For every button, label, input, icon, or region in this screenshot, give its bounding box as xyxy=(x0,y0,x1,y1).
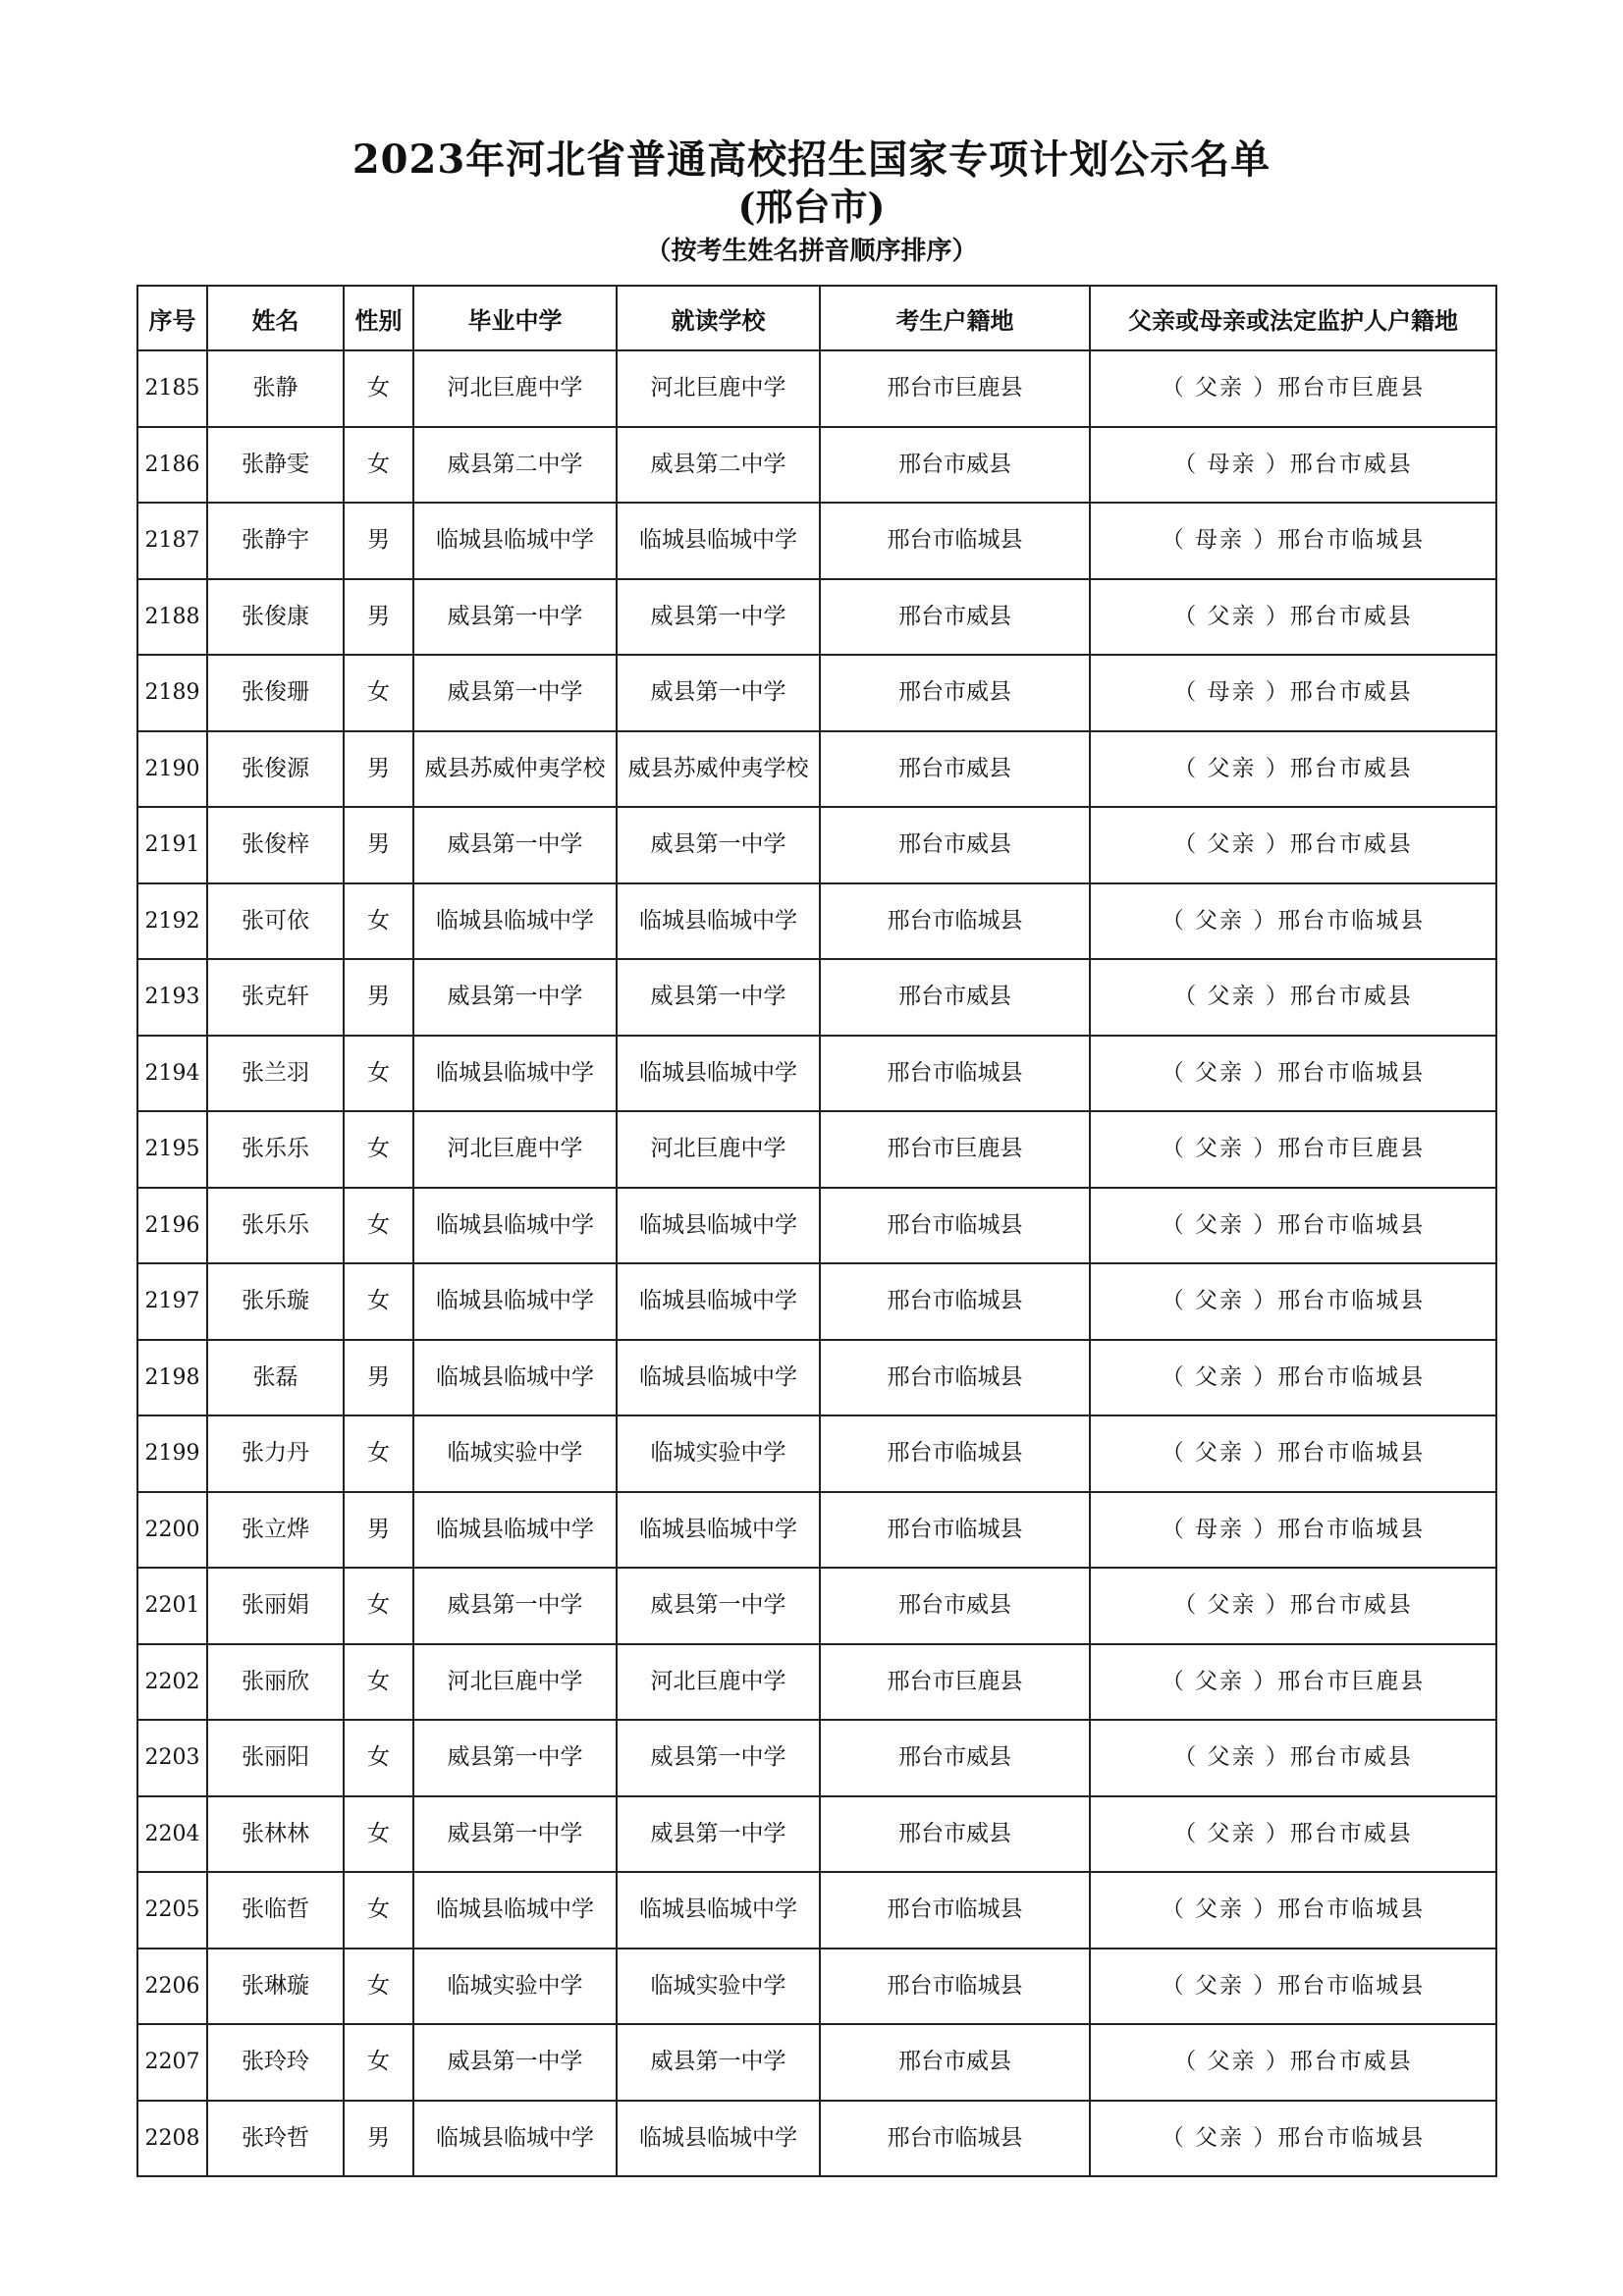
cell-name: 张丽阳 xyxy=(207,1720,344,1796)
cell-guardian-residence: （ 父亲 ）邢台市临城县 xyxy=(1090,1949,1496,2025)
cell-index: 2198 xyxy=(137,1340,207,1416)
cell-guardian-residence: （ 父亲 ）邢台市威县 xyxy=(1090,579,1496,656)
cell-current-school: 临城县临城中学 xyxy=(617,2101,820,2177)
cell-index: 2207 xyxy=(137,2024,207,2101)
cell-current-school: 河北巨鹿中学 xyxy=(617,1644,820,1721)
cell-gender: 女 xyxy=(344,1949,413,2025)
cell-name: 张磊 xyxy=(207,1340,344,1416)
cell-current-school: 临城县临城中学 xyxy=(617,503,820,579)
cell-name: 张兰羽 xyxy=(207,1036,344,1112)
cell-name: 张丽娟 xyxy=(207,1568,344,1644)
cell-guardian-residence: （ 母亲 ）邢台市临城县 xyxy=(1090,503,1496,579)
cell-candidate-residence: 邢台市临城县 xyxy=(820,1872,1090,1949)
cell-candidate-residence: 邢台市巨鹿县 xyxy=(820,1644,1090,1721)
cell-candidate-residence: 邢台市临城县 xyxy=(820,1340,1090,1416)
cell-gender: 男 xyxy=(344,731,413,808)
document-subtitle: (邢台市) xyxy=(737,185,886,229)
cell-guardian-residence: （ 母亲 ）邢台市威县 xyxy=(1090,655,1496,731)
cell-current-school: 威县第二中学 xyxy=(617,427,820,504)
cell-current-school: 临城实验中学 xyxy=(617,1949,820,2025)
cell-graduated-school: 临城实验中学 xyxy=(413,1949,617,2025)
cell-guardian-residence: （ 母亲 ）邢台市威县 xyxy=(1090,427,1496,504)
cell-name: 张林林 xyxy=(207,1796,344,1873)
cell-name: 张俊康 xyxy=(207,579,344,656)
cell-current-school: 临城县临城中学 xyxy=(617,883,820,960)
cell-gender: 男 xyxy=(344,1492,413,1569)
table-row xyxy=(137,1036,1496,1112)
cell-candidate-residence: 邢台市临城县 xyxy=(820,1949,1090,2025)
table-row xyxy=(137,2101,1496,2177)
cell-candidate-residence: 邢台市临城县 xyxy=(820,1188,1090,1264)
table-row xyxy=(137,655,1496,731)
cell-guardian-residence: （ 父亲 ）邢台市威县 xyxy=(1090,1796,1496,1873)
cell-current-school: 临城县临城中学 xyxy=(617,1188,820,1264)
cell-gender: 女 xyxy=(344,1188,413,1264)
cell-candidate-residence: 邢台市威县 xyxy=(820,731,1090,808)
cell-candidate-residence: 邢台市临城县 xyxy=(820,1263,1090,1340)
cell-current-school: 临城县临城中学 xyxy=(617,1036,820,1112)
cell-graduated-school: 威县第一中学 xyxy=(413,579,617,656)
table-row xyxy=(137,1415,1496,1492)
header-graduated-school: 毕业中学 xyxy=(413,286,617,350)
cell-candidate-residence: 邢台市威县 xyxy=(820,807,1090,883)
document-title: 2023年河北省普通高校招生国家专项计划公示名单 xyxy=(352,136,1271,183)
cell-gender: 男 xyxy=(344,2101,413,2177)
cell-candidate-residence: 邢台市威县 xyxy=(820,427,1090,504)
cell-index: 2192 xyxy=(137,883,207,960)
table-row xyxy=(137,427,1496,504)
cell-current-school: 威县第一中学 xyxy=(617,655,820,731)
cell-graduated-school: 临城县临城中学 xyxy=(413,1188,617,1264)
cell-current-school: 临城实验中学 xyxy=(617,1415,820,1492)
cell-name: 张静 xyxy=(207,350,344,427)
cell-index: 2196 xyxy=(137,1188,207,1264)
table-row xyxy=(137,1796,1496,1873)
table-row xyxy=(137,1340,1496,1416)
cell-candidate-residence: 邢台市威县 xyxy=(820,655,1090,731)
cell-graduated-school: 临城县临城中学 xyxy=(413,883,617,960)
cell-gender: 女 xyxy=(344,2024,413,2101)
cell-graduated-school: 威县第一中学 xyxy=(413,1796,617,1873)
cell-graduated-school: 临城县临城中学 xyxy=(413,1340,617,1416)
cell-name: 张立烨 xyxy=(207,1492,344,1569)
cell-graduated-school: 河北巨鹿中学 xyxy=(413,1644,617,1721)
cell-current-school: 临城县临城中学 xyxy=(617,1263,820,1340)
header-row xyxy=(137,286,1496,350)
table-row xyxy=(137,350,1496,427)
header-guardian-residence: 父亲或母亲或法定监护人户籍地 xyxy=(1090,286,1496,350)
cell-name: 张临哲 xyxy=(207,1872,344,1949)
cell-guardian-residence: （ 父亲 ）邢台市巨鹿县 xyxy=(1090,1111,1496,1188)
cell-graduated-school: 威县第二中学 xyxy=(413,427,617,504)
cell-index: 2195 xyxy=(137,1111,207,1188)
cell-current-school: 河北巨鹿中学 xyxy=(617,1111,820,1188)
cell-index: 2206 xyxy=(137,1949,207,2025)
table-body xyxy=(137,350,1496,2176)
cell-candidate-residence: 邢台市巨鹿县 xyxy=(820,1111,1090,1188)
cell-graduated-school: 临城县临城中学 xyxy=(413,1036,617,1112)
cell-candidate-residence: 邢台市威县 xyxy=(820,1568,1090,1644)
cell-guardian-residence: （ 父亲 ）邢台市临城县 xyxy=(1090,1263,1496,1340)
cell-name: 张俊源 xyxy=(207,731,344,808)
cell-index: 2199 xyxy=(137,1415,207,1492)
cell-candidate-residence: 邢台市临城县 xyxy=(820,1415,1090,1492)
cell-gender: 女 xyxy=(344,1568,413,1644)
cell-current-school: 威县苏威仲夷学校 xyxy=(617,731,820,808)
cell-candidate-residence: 邢台市威县 xyxy=(820,1796,1090,1873)
cell-candidate-residence: 邢台市临城县 xyxy=(820,2101,1090,2177)
cell-index: 2185 xyxy=(137,350,207,427)
cell-gender: 女 xyxy=(344,1036,413,1112)
cell-guardian-residence: （ 父亲 ）邢台市临城县 xyxy=(1090,1188,1496,1264)
table-row xyxy=(137,1188,1496,1264)
cell-graduated-school: 临城县临城中学 xyxy=(413,503,617,579)
header-current-school: 就读学校 xyxy=(617,286,820,350)
table-row xyxy=(137,2024,1496,2101)
cell-guardian-residence: （ 父亲 ）邢台市临城县 xyxy=(1090,2101,1496,2177)
table-row xyxy=(137,579,1496,656)
cell-candidate-residence: 邢台市威县 xyxy=(820,959,1090,1036)
cell-gender: 男 xyxy=(344,1340,413,1416)
cell-gender: 男 xyxy=(344,579,413,656)
cell-gender: 女 xyxy=(344,655,413,731)
cell-guardian-residence: （ 父亲 ）邢台市临城县 xyxy=(1090,883,1496,960)
cell-graduated-school: 威县第一中学 xyxy=(413,2024,617,2101)
cell-current-school: 临城县临城中学 xyxy=(617,1872,820,1949)
cell-graduated-school: 临城县临城中学 xyxy=(413,1492,617,1569)
table-row xyxy=(137,1263,1496,1340)
cell-guardian-residence: （ 父亲 ）邢台市临城县 xyxy=(1090,1036,1496,1112)
cell-name: 张俊珊 xyxy=(207,655,344,731)
cell-guardian-residence: （ 父亲 ）邢台市威县 xyxy=(1090,731,1496,808)
cell-index: 2187 xyxy=(137,503,207,579)
cell-graduated-school: 临城县临城中学 xyxy=(413,1263,617,1340)
cell-name: 张玲哲 xyxy=(207,2101,344,2177)
cell-name: 张玲玲 xyxy=(207,2024,344,2101)
cell-current-school: 威县第一中学 xyxy=(617,1568,820,1644)
cell-guardian-residence: （ 父亲 ）邢台市威县 xyxy=(1090,959,1496,1036)
cell-candidate-residence: 邢台市巨鹿县 xyxy=(820,350,1090,427)
cell-index: 2193 xyxy=(137,959,207,1036)
cell-gender: 女 xyxy=(344,1872,413,1949)
table-row xyxy=(137,807,1496,883)
candidate-table xyxy=(136,285,1497,2177)
cell-candidate-residence: 邢台市临城县 xyxy=(820,1492,1090,1569)
cell-graduated-school: 河北巨鹿中学 xyxy=(413,350,617,427)
cell-current-school: 河北巨鹿中学 xyxy=(617,350,820,427)
cell-guardian-residence: （ 父亲 ）邢台市巨鹿县 xyxy=(1090,1644,1496,1721)
cell-index: 2204 xyxy=(137,1796,207,1873)
cell-candidate-residence: 邢台市威县 xyxy=(820,579,1090,656)
table-row xyxy=(137,1872,1496,1949)
cell-index: 2200 xyxy=(137,1492,207,1569)
cell-index: 2205 xyxy=(137,1872,207,1949)
cell-current-school: 临城县临城中学 xyxy=(617,1340,820,1416)
cell-name: 张乐璇 xyxy=(207,1263,344,1340)
cell-index: 2190 xyxy=(137,731,207,808)
table-row xyxy=(137,1720,1496,1796)
cell-name: 张克轩 xyxy=(207,959,344,1036)
cell-guardian-residence: （ 父亲 ）邢台市威县 xyxy=(1090,2024,1496,2101)
cell-gender: 男 xyxy=(344,807,413,883)
cell-name: 张俊梓 xyxy=(207,807,344,883)
cell-index: 2197 xyxy=(137,1263,207,1340)
cell-name: 张力丹 xyxy=(207,1415,344,1492)
cell-gender: 女 xyxy=(344,1796,413,1873)
cell-graduated-school: 威县第一中学 xyxy=(413,1720,617,1796)
cell-graduated-school: 威县第一中学 xyxy=(413,655,617,731)
cell-gender: 女 xyxy=(344,1111,413,1188)
cell-gender: 女 xyxy=(344,1415,413,1492)
cell-graduated-school: 河北巨鹿中学 xyxy=(413,1111,617,1188)
cell-guardian-residence: （ 父亲 ）邢台市威县 xyxy=(1090,807,1496,883)
cell-guardian-residence: （ 母亲 ）邢台市临城县 xyxy=(1090,1492,1496,1569)
cell-name: 张乐乐 xyxy=(207,1188,344,1264)
cell-graduated-school: 临城实验中学 xyxy=(413,1415,617,1492)
cell-current-school: 威县第一中学 xyxy=(617,1720,820,1796)
cell-gender: 男 xyxy=(344,503,413,579)
cell-candidate-residence: 邢台市临城县 xyxy=(820,1036,1090,1112)
cell-gender: 女 xyxy=(344,1644,413,1721)
table-row xyxy=(137,959,1496,1036)
cell-index: 2203 xyxy=(137,1720,207,1796)
cell-current-school: 威县第一中学 xyxy=(617,2024,820,2101)
cell-guardian-residence: （ 父亲 ）邢台市巨鹿县 xyxy=(1090,350,1496,427)
sort-note: （按考生姓名拼音顺序排序） xyxy=(645,237,978,266)
cell-candidate-residence: 邢台市临城县 xyxy=(820,883,1090,960)
table-row xyxy=(137,1568,1496,1644)
table-row xyxy=(137,731,1496,808)
table-row xyxy=(137,503,1496,579)
cell-index: 2189 xyxy=(137,655,207,731)
cell-guardian-residence: （ 父亲 ）邢台市威县 xyxy=(1090,1568,1496,1644)
cell-current-school: 威县第一中学 xyxy=(617,1796,820,1873)
cell-index: 2202 xyxy=(137,1644,207,1721)
header-candidate-residence: 考生户籍地 xyxy=(820,286,1090,350)
cell-index: 2208 xyxy=(137,2101,207,2177)
table-row xyxy=(137,1111,1496,1188)
cell-candidate-residence: 邢台市威县 xyxy=(820,2024,1090,2101)
cell-graduated-school: 临城县临城中学 xyxy=(413,1872,617,1949)
cell-graduated-school: 临城县临城中学 xyxy=(413,2101,617,2177)
cell-guardian-residence: （ 父亲 ）邢台市临城县 xyxy=(1090,1340,1496,1416)
cell-gender: 女 xyxy=(344,427,413,504)
header-index: 序号 xyxy=(137,286,207,350)
cell-index: 2188 xyxy=(137,579,207,656)
cell-gender: 女 xyxy=(344,350,413,427)
table-row xyxy=(137,883,1496,960)
header-gender: 性别 xyxy=(344,286,413,350)
cell-guardian-residence: （ 父亲 ）邢台市威县 xyxy=(1090,1720,1496,1796)
cell-index: 2201 xyxy=(137,1568,207,1644)
cell-graduated-school: 威县第一中学 xyxy=(413,959,617,1036)
cell-name: 张乐乐 xyxy=(207,1111,344,1188)
cell-current-school: 威县第一中学 xyxy=(617,959,820,1036)
title-block xyxy=(0,135,1623,269)
cell-guardian-residence: （ 父亲 ）邢台市临城县 xyxy=(1090,1872,1496,1949)
table-row xyxy=(137,1644,1496,1721)
table-row xyxy=(137,1492,1496,1569)
cell-name: 张琳璇 xyxy=(207,1949,344,2025)
table-row xyxy=(137,1949,1496,2025)
cell-index: 2194 xyxy=(137,1036,207,1112)
header-name: 姓名 xyxy=(207,286,344,350)
cell-guardian-residence: （ 父亲 ）邢台市临城县 xyxy=(1090,1415,1496,1492)
cell-graduated-school: 威县第一中学 xyxy=(413,807,617,883)
cell-name: 张静雯 xyxy=(207,427,344,504)
cell-name: 张静宇 xyxy=(207,503,344,579)
cell-candidate-residence: 邢台市临城县 xyxy=(820,503,1090,579)
cell-current-school: 威县第一中学 xyxy=(617,807,820,883)
cell-name: 张可依 xyxy=(207,883,344,960)
cell-candidate-residence: 邢台市威县 xyxy=(820,1720,1090,1796)
cell-current-school: 临城县临城中学 xyxy=(617,1492,820,1569)
cell-index: 2191 xyxy=(137,807,207,883)
cell-graduated-school: 威县苏威仲夷学校 xyxy=(413,731,617,808)
cell-gender: 男 xyxy=(344,959,413,1036)
cell-current-school: 威县第一中学 xyxy=(617,579,820,656)
cell-gender: 女 xyxy=(344,1263,413,1340)
cell-gender: 女 xyxy=(344,883,413,960)
cell-name: 张丽欣 xyxy=(207,1644,344,1721)
cell-graduated-school: 威县第一中学 xyxy=(413,1568,617,1644)
cell-gender: 女 xyxy=(344,1720,413,1796)
cell-index: 2186 xyxy=(137,427,207,504)
